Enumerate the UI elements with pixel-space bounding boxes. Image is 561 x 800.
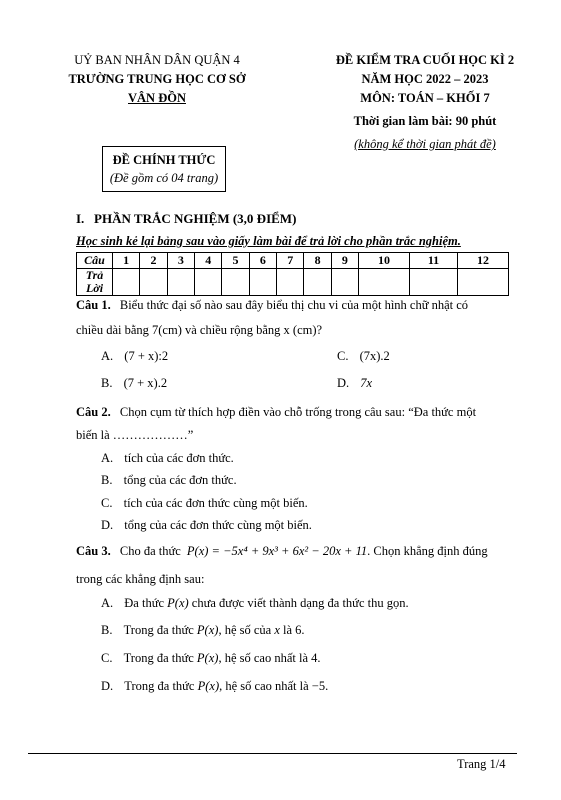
option-math: P(x) [196,623,219,637]
table-row [77,269,509,296]
table-row [77,253,509,269]
answer-cell [304,269,331,296]
option-label: C. [101,651,113,665]
page-number: Trang 1/4 [457,757,506,771]
option-label: D. [101,518,114,532]
section-instruction: Học sinh kẻ lại bảng sau vào giấy làm bài để trả lời cho phần trắc nghiệm. [76,234,461,248]
answer-cell [409,269,457,296]
q3-option-b [101,623,305,638]
question-3-text-2: trong các khẳng định sau: [76,572,205,586]
table-cell: 11 [409,253,457,269]
table-header-cell: Câu [77,253,113,269]
q1-option-d [337,376,372,391]
table-cell: 5 [222,253,249,269]
header-right [310,51,540,153]
option-text: Trong đa thức [123,651,194,665]
option-text-end: , hệ số cao nhất là 4. [218,651,321,665]
option-math: P(x) [167,596,189,610]
answer-cell [113,269,140,296]
answer-cell [249,269,276,296]
q1-option-a [101,349,168,364]
answer-cell [195,269,222,296]
option-math: P(x) [196,651,219,665]
q1-option-c [337,349,390,364]
option-label: C. [101,496,113,510]
school-name-2: VÂN ĐỒN [128,91,186,105]
option-text-end: chưa được viết thành dạng đa thức thu gọn. [191,596,409,610]
option-text-end: , hệ số cao nhất là −5. [219,679,329,693]
page-count-note: (Đề gồm có 04 trang) [109,171,219,185]
q2-option-d [101,518,312,533]
table-cell: 2 [140,253,167,269]
q3-option-a [101,596,409,611]
subject: MÔN: TOÁN – KHỐI 7 [360,91,490,105]
answer-label-a: Trả [85,268,104,282]
answer-cell [222,269,249,296]
question-1-text: Biểu thức đại số nào sau đây biểu thị chu vi của một hình chữ nhật có [119,298,469,312]
table-cell: 4 [195,253,222,269]
q2-option-b [101,473,237,488]
option-text: tổng của các đơn thức. [123,473,237,487]
q2-option-c [101,496,308,511]
option-variable: x [274,623,280,637]
question-1-line-1 [76,298,468,313]
question-3-line-1 [76,544,488,559]
answer-cell [140,269,167,296]
question-3-label: Câu 3. [76,544,111,558]
table-cell: 9 [331,253,358,269]
section-title: I. PHẦN TRẮC NGHIỆM (3,0 ĐIỂM) [76,211,297,226]
option-math: P(x) [197,679,220,693]
option-text: (7x).2 [359,349,390,363]
option-label: B. [101,376,113,390]
q3-option-c [101,651,321,666]
answer-cell [277,269,304,296]
official-title: ĐỀ CHÍNH THỨC [112,153,216,167]
table-cell: 3 [167,253,194,269]
table-cell: 12 [458,253,509,269]
answer-cell [167,269,194,296]
table-header-cell [77,269,113,296]
q1-option-b [101,376,167,391]
option-text-end: là 6. [283,623,305,637]
option-label: C. [337,349,349,363]
answer-table [76,252,509,296]
district-committee: UỶ BAN NHÂN DÂN QUẬN 4 [74,53,240,67]
option-text-mid: , hệ số của [218,623,272,637]
q3-option-d [101,679,328,694]
option-text: tổng của các đơn thức cùng một biến. [124,518,312,532]
option-label: D. [337,376,350,390]
question-1-text-2: chiều dài bằng 7(cm) và chiều rộng bằng x (cm)? [76,323,323,337]
question-2-label: Câu 2. [76,405,111,419]
q2-option-a [101,451,234,466]
option-text: Trong đa thức [124,679,195,693]
answer-cell [458,269,509,296]
option-text: tích của các đơn thức. [124,451,234,465]
question-1-label: Câu 1. [76,298,111,312]
option-label: D. [101,679,114,693]
option-text: Đa thức [124,596,165,610]
table-cell: 7 [277,253,304,269]
table-cell: 1 [113,253,140,269]
question-3-text: Cho đa thức [119,544,181,558]
table-cell: 6 [249,253,276,269]
exam-title: ĐỀ KIỂM TRA CUỐI HỌC KÌ 2 [335,53,515,67]
answer-label-b: Lời [85,281,104,295]
option-label: B. [101,623,113,637]
polynomial: P(x) = −5x⁴ + 9x³ + 6x² − 20x + 11 [186,544,368,558]
option-text: (7 + x).2 [123,376,168,390]
option-text: tích của các đơn thức cùng một biến. [123,496,308,510]
table-cell: 10 [359,253,410,269]
table-cell: 8 [304,253,331,269]
option-label: A. [101,349,114,363]
question-2-text-2: biến là ………………” [76,428,194,442]
option-label: A. [101,596,114,610]
option-text: 7x [360,376,373,390]
school-year: NĂM HỌC 2022 – 2023 [361,72,489,86]
option-label: B. [101,473,113,487]
duration: Thời gian làm bài: 90 phút [353,114,497,128]
duration-note: (không kể thời gian phát đề) [354,137,496,151]
option-text: (7 + x):2 [124,349,169,363]
footer-rule [28,753,517,754]
header-left [52,51,262,108]
question-3-text-end: . Chọn khẳng định đúng [367,544,488,558]
option-label: A. [101,451,114,465]
school-name: TRƯỜNG TRUNG HỌC CƠ SỞ [68,72,246,86]
question-2-line-1 [76,405,476,420]
official-exam-box [102,146,226,192]
question-2-text: Chọn cụm từ thích hợp điền vào chỗ trống trong câu sau: “Đa thức một [119,405,477,419]
option-text: Trong đa thức [123,623,194,637]
answer-cell [331,269,358,296]
answer-cell [359,269,410,296]
